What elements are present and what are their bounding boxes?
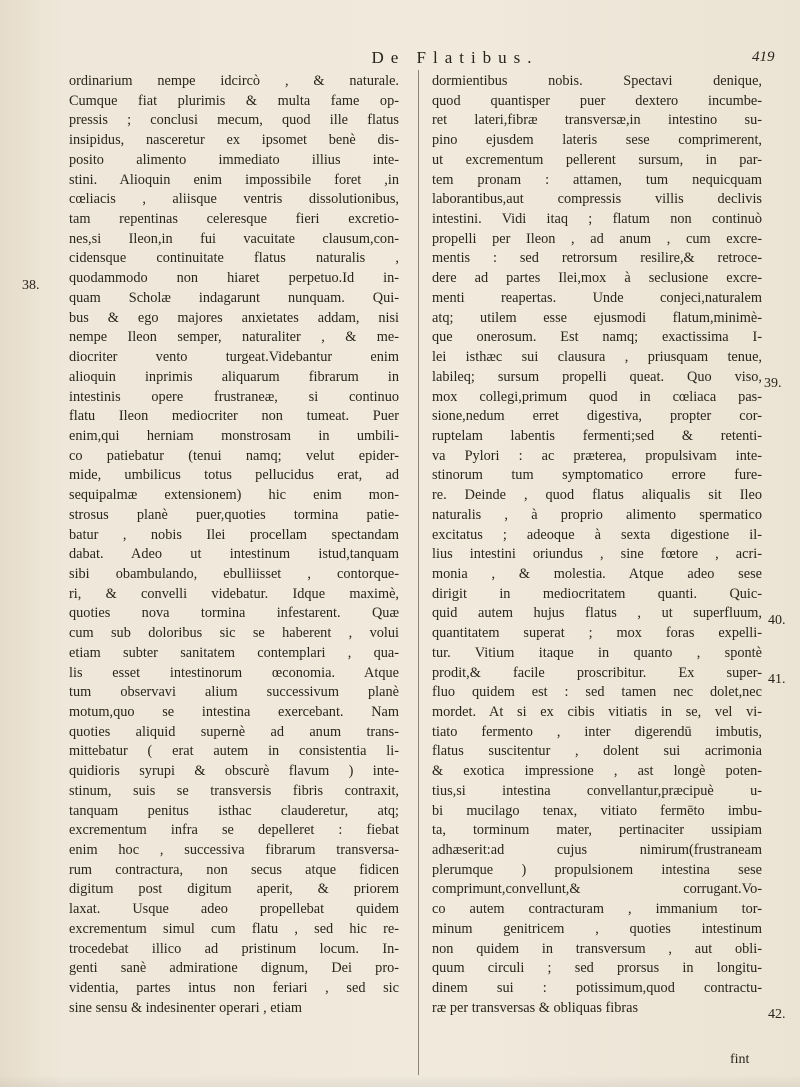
margin-number-40: 40. — [768, 613, 786, 628]
left-column-line: rum contractura, non secus atque fidicen — [69, 861, 399, 878]
right-column-line: adhæserit:ad cujus nimirum(frustraneam — [432, 842, 762, 859]
right-column-line: prodit,& facile proscribitur. Ex super- — [432, 664, 762, 681]
right-column-line: tem pronam : attamen, tum nequicquam — [432, 171, 762, 188]
right-column-line: ruptelam labentis fermenti;sed & retenti- — [432, 427, 762, 444]
right-column-line: ret lateri,fibræ transversæ,in intestino su- — [432, 112, 762, 129]
right-column-line: lius intestini oriundus , sine fœtore , acri- — [432, 546, 762, 563]
left-column-line: intestinis opere frustraneæ, si continuo — [69, 388, 399, 405]
right-column-line: bi mucilago tenax, vitiato fermēto imbu- — [432, 802, 762, 819]
right-column-line: re. Deinde , quod flatus aliqualis sit Ileo — [432, 487, 762, 504]
right-column-line: minum genitricem , quoties intestinum — [432, 920, 762, 937]
right-column-line: laborantibus,aut compressis villis declivis — [432, 191, 762, 208]
right-column-line: fluo quidem est : sed tamen nec dolet,nec — [432, 684, 762, 701]
catchword: fint — [730, 1052, 750, 1067]
left-column-line: diocriter vento turgeat.Videbantur enim — [69, 349, 399, 366]
right-column-line: que onerosum. Est namq; exactissima I- — [432, 329, 762, 346]
page-number: 419 — [752, 49, 775, 65]
left-column-line: batur , nobis Ilei procellam spectandam — [69, 526, 399, 543]
right-column-line: naturalis , à proprio alimento spermatico — [432, 506, 762, 523]
right-column-line: sione,nedum erret digestiva, propter cor- — [432, 408, 762, 425]
left-column-line: etiam subter sanitatem contemplari , qua- — [69, 644, 399, 661]
left-column-line: flatu Ileon mediocriter non tumeat. Puer — [69, 408, 399, 425]
left-column-line: posito alimento immediato illius inte- — [69, 151, 399, 168]
left-column-line: quodammodo non hiaret perpetuo.Id in- — [69, 270, 399, 287]
left-column-line: lis esset intestinorum œconomia. Atque — [69, 664, 399, 681]
left-column-line: cœliacis , aliisque ventris dissolutionibus, — [69, 191, 399, 208]
left-column-line: enim hoc , successiva fibrarum transversa- — [69, 842, 399, 859]
left-column-line: motum,quo se intestina exercebant. Nam — [69, 704, 399, 720]
left-column-line: tam repentinas celeresque fieri excretio- — [69, 211, 399, 228]
left-column-line: tanquam penitus isthac clauderetur, atq; — [69, 802, 399, 819]
right-column-line: quod quantisper puer dextero incumbe- — [432, 92, 762, 109]
left-column-line: bus & ego majores anxietates addam, nisi — [69, 309, 399, 326]
left-column-line: genti sanè admiratione dignum, Dei pro- — [69, 960, 399, 977]
right-column-line: tur. Vitium itaque in quanto , spontè — [432, 644, 762, 661]
left-column-line: sequipalmæ extensionem) hic enim mon- — [69, 487, 399, 504]
left-column-line: stinum, suis se transversis fibris contraxit, — [69, 782, 399, 799]
right-column-line: tius,si intestina convellantur,præcipuè u- — [432, 782, 762, 799]
right-column-line: dere ad partes Ilei,mox à seclusione excre- — [432, 270, 762, 287]
right-column-line: labileq; sursum propelli queat. Quo viso, — [432, 368, 762, 385]
right-column-line: dirigit in mediocritatem quanti. Quic- — [432, 585, 762, 602]
left-column-line: strosus planè puer,quoties tormina patie- — [69, 506, 399, 523]
left-column-line: alioquin inprimis aliquarum fibrarum in — [69, 368, 399, 385]
left-column-line: nes,si Ileon,in fui vacuitate clausum,con- — [69, 230, 399, 247]
left-column-line: laxat. Usque adeo propellebat quidem — [69, 901, 399, 918]
right-column-line: comprimunt,convellunt,& corrugant.Vo- — [432, 881, 762, 898]
right-column-line: mentis : sed retrorsum resilire,& retroce- — [432, 250, 762, 267]
right-column-line: stinorum tum symptomatico errore fure- — [432, 467, 762, 484]
margin-number-41: 41. — [768, 672, 786, 687]
left-column-line: ordinarium nempe idcircò , & naturale. — [69, 73, 399, 89]
left-column-line: Cumque fiat plurimis & multa fame op- — [69, 92, 399, 109]
left-column-line: sibi obambulando, ebulliisset , contorque- — [69, 565, 399, 582]
right-column-line: plerumque ) propulsionem intestina sese — [432, 861, 762, 878]
left-text-column — [69, 72, 399, 1019]
left-column-line: excrementum infra se depelleret : fiebat — [69, 822, 399, 839]
right-column-line: va Pylori : ac præterea, propulsivam inte- — [432, 447, 762, 464]
margin-number-39: 39. — [764, 376, 782, 391]
left-column-line: videntia, partes intus non feriari , sed sic — [69, 980, 399, 997]
margin-number-38: 38. — [22, 278, 40, 293]
right-column-line: flatus suscitentur , dolent sui acrimonia — [432, 743, 762, 760]
page-edge-shadow — [0, 1075, 800, 1087]
right-column-line: & exotica impressione , ast longè poten- — [432, 763, 762, 780]
right-column-line: excitatus ; adeoque à sexta digestione il- — [432, 526, 762, 543]
right-column-line: lei isthæc sui clausura , priusquam tenue, — [432, 349, 762, 366]
right-column-line: quantitatem superat ; mox foras expelli- — [432, 625, 762, 642]
left-column-line: quam Scholæ indagarunt nunquam. Qui- — [69, 289, 399, 306]
left-column-line: dabat. Adeo ut intestinum istud,tanquam — [69, 546, 399, 563]
right-column-line: monia , & molestia. Atque adeo sese — [432, 565, 762, 582]
left-column-line: sine sensu & indesinenter operari , etiam — [69, 999, 303, 1016]
left-column-line: excrementum simul cum flatu , sed hic re- — [69, 920, 399, 937]
right-column-line: menti reapertas. Unde conjeci,naturalem — [432, 289, 762, 306]
left-column-line: quidioris syrupi & obscurè flavum ) inte- — [69, 763, 399, 780]
right-column-line: dormientibus nobis. Spectavi denique, — [432, 73, 762, 89]
left-column-line: enim,qui herniam monstrosam in umbili- — [69, 427, 399, 444]
left-column-line: mide, umbilicus totus pellucidus erat, ad — [69, 467, 399, 484]
right-column-line: tiato fermento , inter digerendū imbutis, — [432, 723, 762, 740]
right-text-column — [432, 72, 762, 1019]
right-column-line: ræ per transversas & obliquas fibras — [432, 999, 639, 1016]
right-column-line: ut excrementum pellerent sursum, in par- — [432, 151, 762, 168]
right-column-line: co autem contracturam , immanium tor- — [432, 901, 762, 918]
left-column-line: mittebatur ( erat autem in consistentia li- — [69, 743, 399, 760]
left-column-line: digitum post digitum aperit, & priorem — [69, 881, 399, 898]
right-column-line: dinem sui : potissimum,quod contractu- — [432, 980, 762, 997]
right-column-line: pino ejusdem lateris sese comprimerent, — [432, 132, 762, 149]
left-column-line: cum sub doloribus sic se haberent , volui — [69, 625, 399, 642]
left-column-line: tum observavi alium successivum planè — [69, 684, 399, 701]
left-column-line: stini. Alioquin enim impossibile foret ,in — [69, 171, 399, 188]
right-column-line: non quidem in transversum , aut obli- — [432, 940, 762, 957]
left-column-line: pressis ; conclusi mecum, quod ille flatus — [69, 112, 399, 129]
right-column-line: quum circuli ; sed prorsus in longitu- — [432, 960, 762, 977]
right-column-line: ta, torminum mater, pertinaciter ussipiam — [432, 822, 762, 839]
margin-number-42: 42. — [768, 1007, 786, 1022]
left-column-line: ri, & convelli videbatur. Idque maximè, — [69, 585, 399, 602]
left-column-line: trocedebat illico ad pristinum locum. In- — [69, 940, 399, 957]
right-column-line: quid autem hujus flatus , ut superfluum, — [432, 605, 762, 622]
left-column-line: nempe Ileon semper, naturaliter , & me- — [69, 329, 399, 346]
column-divider — [418, 70, 419, 1075]
running-title: De Flatibus. — [371, 48, 539, 67]
left-column-line: quoties aliquid supernè ad anum trans- — [69, 723, 399, 740]
right-column-line: intestini. Vidi itaq ; flatum non continuò — [432, 211, 762, 228]
left-column-line: insipidus, nasceretur ex ipsomet benè dis- — [69, 132, 399, 149]
left-column-line: quoties nova tormina infestarent. Quæ — [69, 605, 399, 622]
right-column-line: mox collegi,primum quod in cœliaca pas- — [432, 388, 762, 405]
right-column-line: propelli per Ileon , ad anum , cum excre- — [432, 230, 762, 247]
right-column-line: atq; utilem esse ejusmodi flatum,minimè- — [432, 309, 762, 326]
right-column-line: mordet. At si ex cibis vitiatis in se, vel vi- — [432, 704, 762, 720]
left-column-line: cidensque continuitate flatus naturalis , — [69, 250, 399, 267]
left-column-line: co patiebatur (tenui namq; velut epider- — [69, 447, 399, 464]
